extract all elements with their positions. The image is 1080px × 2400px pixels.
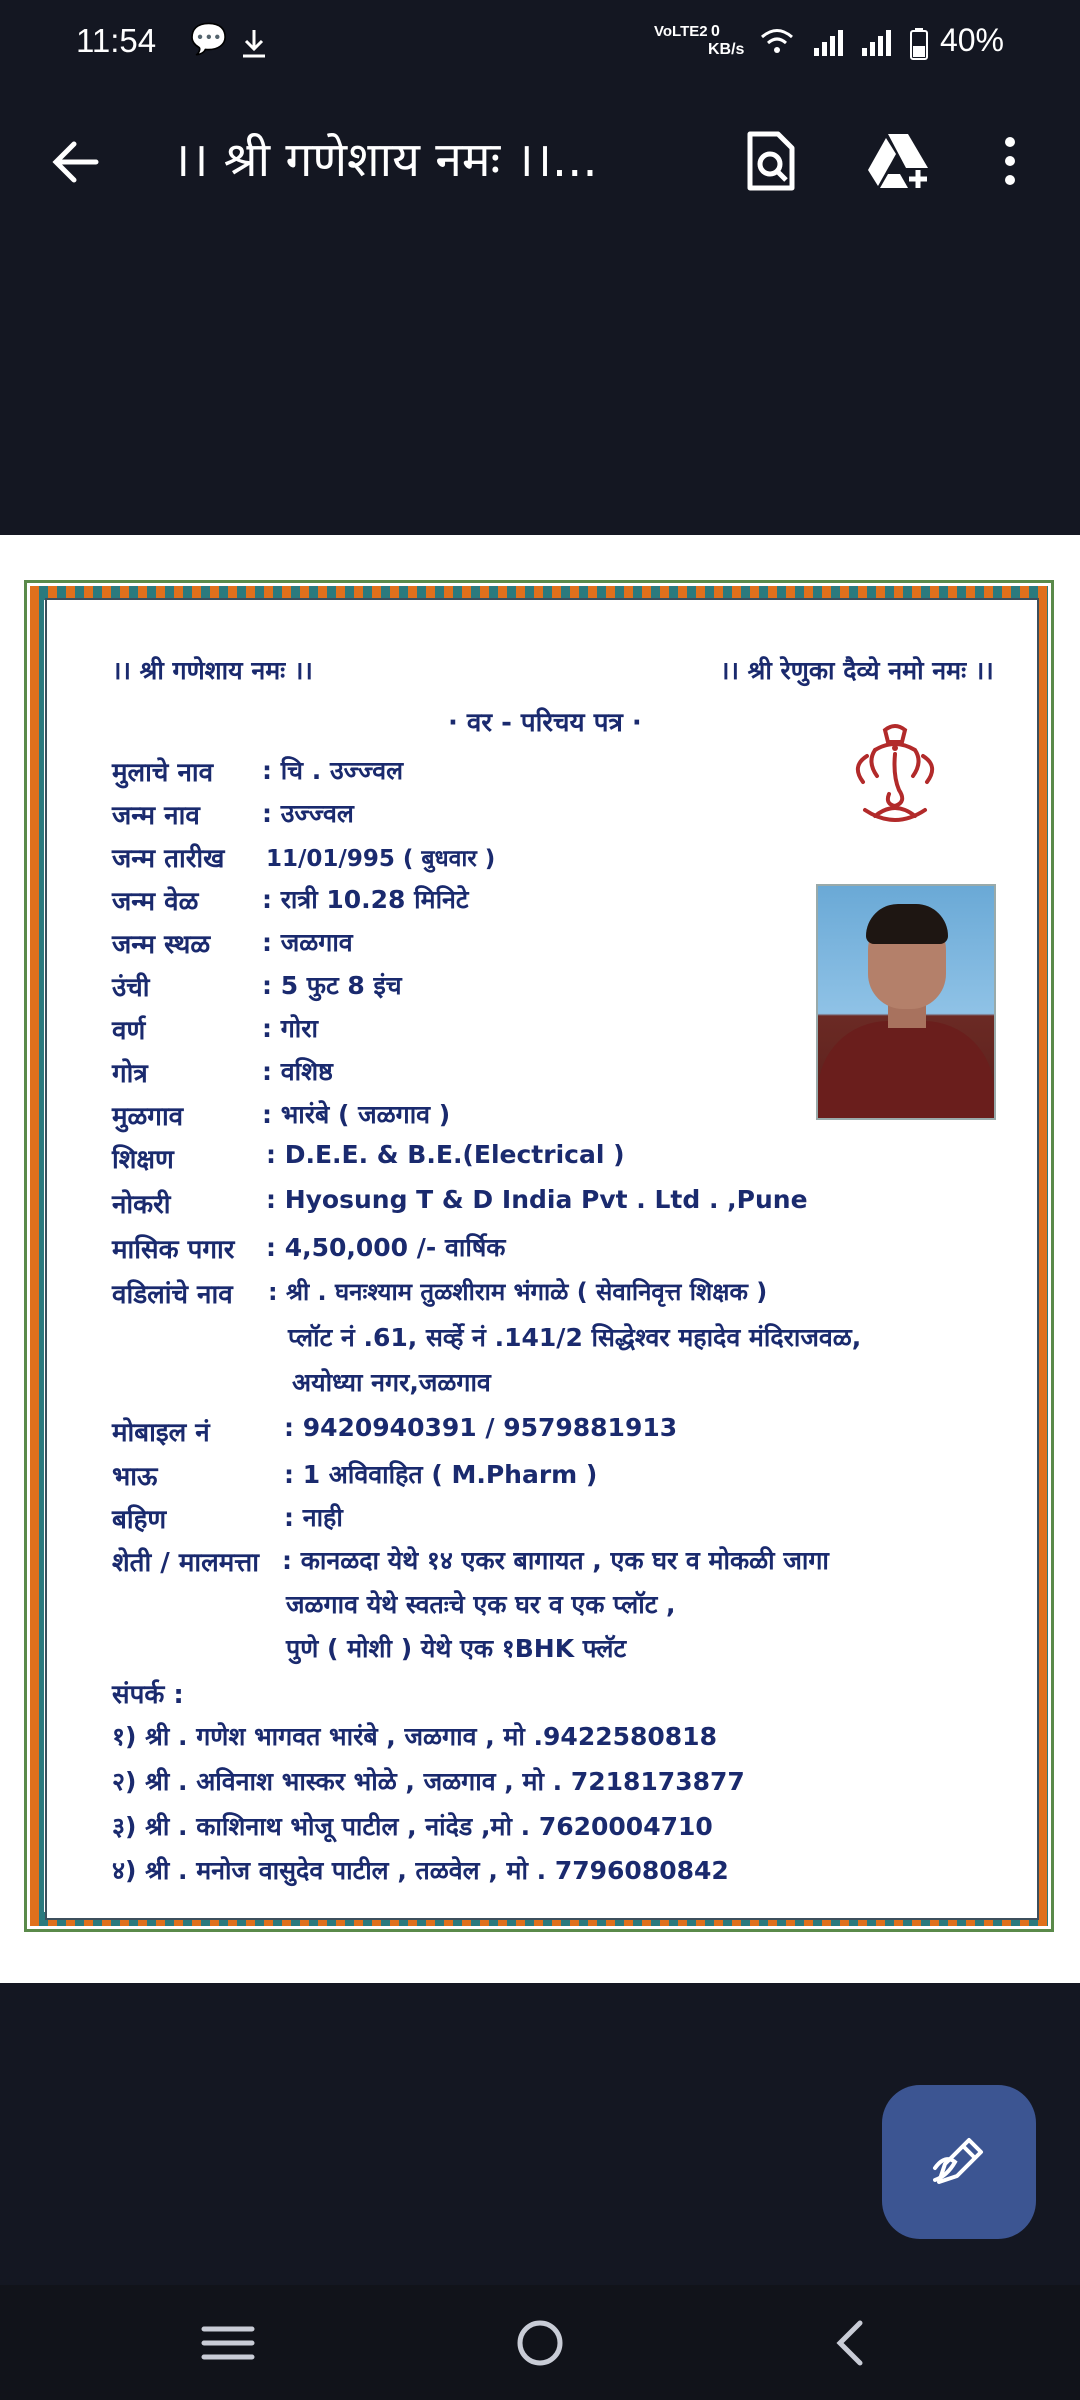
field-value: : रात्री 10.28 मिनिटे — [262, 885, 469, 914]
contact-line: १) श्री . गणेश भागवत भारंबे , जळगाव , मो .9422580818 — [112, 1722, 717, 1751]
add-to-drive-icon[interactable] — [866, 128, 932, 194]
field-value: : चि . उज्ज्वल — [262, 756, 404, 785]
app-bar — [0, 90, 1080, 240]
field-value: पुणे ( मोशी ) येथे एक १BHK फ्लॅट — [286, 1634, 627, 1663]
field-label: गोत्र — [112, 1059, 148, 1089]
contact-line: २) श्री . अविनाश भास्कर भोळे , जळगाव , मो . 7218173877 — [112, 1767, 745, 1796]
field-label: मासिक पगार — [112, 1235, 235, 1265]
document-title: ।। श्री गणेशाय नमः ।।... — [172, 132, 598, 188]
field-value: : श्री . घनःश्याम तुळशीराम भंगाळे ( सेवानिवृत्त शिक्षक ) — [268, 1278, 768, 1306]
chat-notification-icon: 💬 — [190, 22, 228, 57]
field-label: जन्म तारीख — [112, 844, 225, 874]
field-label: भाऊ — [112, 1462, 158, 1492]
field-value: : D.E.E. & B.E.(Electrical ) — [266, 1140, 625, 1169]
speed-unit: KB/s — [708, 41, 745, 58]
header-right: ।। श्री रेणुका दैव्ये नमो नमः ।। — [720, 656, 994, 685]
contacts-heading: संपर्क : — [112, 1680, 184, 1710]
download-icon — [240, 28, 268, 58]
field-value: प्लॉट नं .61, सर्व्हे नं .141/2 सिद्धेश्वर महादेव मंदिराजवळ, — [288, 1323, 862, 1352]
biodata-card — [0, 535, 1080, 1983]
field-label: मुळगाव — [112, 1102, 184, 1132]
speed-value: 0 — [711, 23, 720, 40]
edit-pen-icon — [925, 2128, 993, 2196]
wifi-icon — [760, 28, 794, 56]
status-time: 11:54 — [76, 22, 157, 59]
signal-2-icon — [860, 28, 894, 58]
field-value: : नाही — [284, 1503, 343, 1532]
find-in-document-icon[interactable] — [738, 128, 804, 194]
battery-icon — [910, 28, 928, 60]
nav-back-icon[interactable] — [820, 2311, 884, 2375]
field-value: : 5 फुट 8 इंच — [262, 971, 402, 1000]
field-label: बहिण — [112, 1505, 167, 1535]
field-label: वर्ण — [112, 1016, 146, 1046]
field-value: : जळगाव — [262, 928, 353, 957]
field-label: शिक्षण — [112, 1145, 174, 1175]
back-arrow-icon[interactable] — [46, 132, 106, 192]
field-value: अयोध्या नगर,जळगाव — [292, 1368, 491, 1397]
field-value: : भारंबे ( जळगाव ) — [262, 1100, 451, 1129]
field-value: : उज्ज्वल — [262, 799, 354, 828]
field-value: 11/01/995 ( बुधवार ) — [266, 846, 496, 872]
field-value: : वशिष्ठ — [262, 1057, 333, 1086]
more-options-icon[interactable] — [985, 128, 1035, 194]
system-nav-bar — [0, 2285, 1080, 2400]
contact-line: ३) श्री . काशिनाथ भोजू पाटील , नांदेड ,मो . 7620004710 — [112, 1812, 713, 1841]
profile-photo — [816, 884, 996, 1120]
home-icon[interactable] — [508, 2311, 572, 2375]
card-subtitle: · वर - परिचय पत्र · — [448, 708, 642, 738]
field-label: नोकरी — [112, 1190, 171, 1220]
field-value: : गोरा — [262, 1014, 318, 1043]
field-label: मुलाचे नाव — [112, 758, 214, 788]
field-value: : Hyosung T & D India Pvt . Ltd . ,Pune — [266, 1185, 808, 1214]
field-label: शेती / मालमत्ता — [112, 1548, 259, 1578]
field-value: : कानळदा येथे १४ एकर बागायत , एक घर व मोकळी जागा — [282, 1546, 829, 1575]
document-page — [0, 535, 1080, 1983]
field-value: जळगाव येथे स्वतःचे एक घर व एक प्लॉट , — [286, 1590, 676, 1619]
field-value: : 1 अविवाहित ( M.Pharm ) — [284, 1460, 598, 1489]
signal-1-icon — [812, 28, 846, 58]
status-bar — [0, 0, 1080, 90]
field-label: वडिलांचे नाव — [112, 1280, 233, 1310]
field-label: जन्म स्थळ — [112, 930, 211, 960]
recent-apps-icon[interactable] — [196, 2311, 260, 2375]
field-label: जन्म वेळ — [112, 887, 199, 917]
edit-fab-button[interactable] — [882, 2085, 1036, 2239]
volte-indicator: VoLTE2 — [654, 23, 708, 40]
field-label: जन्म नाव — [112, 801, 200, 831]
field-value: : 9420940391 / 9579881913 — [284, 1413, 678, 1442]
field-label: मोबाइल नं — [112, 1418, 210, 1448]
field-value: : 4,50,000 /- वार्षिक — [266, 1233, 506, 1262]
ganesha-emblem-icon — [845, 720, 945, 830]
header-left: ।। श्री गणेशाय नमः ।। — [112, 656, 313, 685]
battery-percent: 40% — [939, 22, 1004, 58]
contact-line: ४) श्री . मनोज वासुदेव पाटील , तळवेल , मो . 7796080842 — [112, 1856, 729, 1885]
field-label: उंची — [112, 973, 150, 1003]
